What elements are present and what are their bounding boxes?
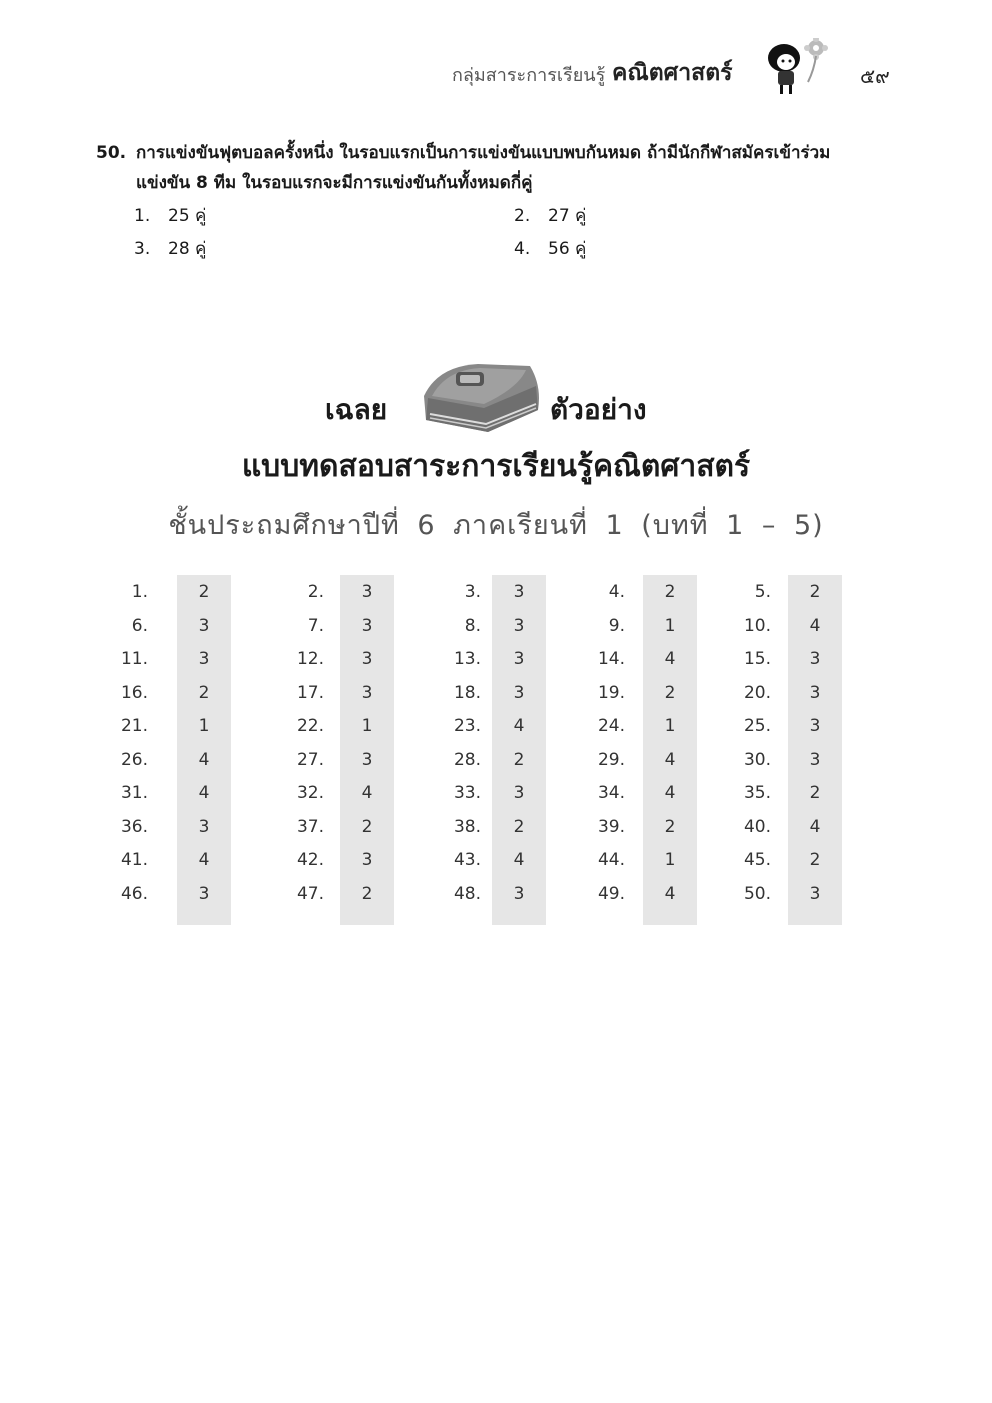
answer-number: 48. [453, 883, 481, 904]
answer-value: 2 [809, 582, 821, 602]
answer-value: 4 [664, 783, 676, 803]
answer-number: 36. [120, 816, 148, 837]
answer-number: 32. [296, 783, 324, 803]
answer-number: 13. [453, 649, 481, 669]
answer-value: 2 [809, 783, 821, 803]
answer-value: 3 [361, 615, 373, 636]
answer-value: 3 [513, 883, 525, 904]
answer-number: 9. [608, 615, 625, 636]
choice-2: 2. 27 คู่ [514, 206, 587, 226]
answer-number: 22. [296, 716, 324, 736]
answer-value: 1 [664, 615, 676, 636]
answer-key-title [0, 350, 992, 440]
answer-number: 23. [453, 716, 481, 736]
answer-value: 3 [361, 749, 373, 770]
page-header [0, 38, 992, 98]
answer-value: 1 [198, 716, 210, 736]
answer-value: 4 [513, 850, 525, 870]
answer-value: 4 [809, 615, 821, 636]
answer-number: 33. [453, 783, 481, 803]
question-text-line2: แข่งขัน 8 ทีม ในรอบแรกจะมีการแข่งขันกันทั้งหมดกี่คู่ [136, 173, 533, 193]
answer-number: 2. [307, 582, 324, 602]
answer-number: 3. [464, 582, 481, 602]
girl-with-flower-icon [760, 38, 830, 100]
answer-number: 7. [307, 615, 324, 636]
answer-number: 18. [453, 682, 481, 703]
answer-value: 3 [809, 649, 821, 669]
title-right: ตัวอย่าง [550, 393, 647, 426]
answer-number: 19. [597, 682, 625, 703]
subject-prefix: กลุ่มสาระการเรียนรู้ [452, 65, 606, 86]
answer-value: 2 [361, 816, 373, 837]
answer-number: 46. [120, 883, 148, 904]
answer-number: 12. [296, 649, 324, 669]
title-left: เฉลย [325, 393, 388, 426]
answer-number: 1. [131, 582, 148, 602]
answer-value: 3 [809, 883, 821, 904]
subject-name: คณิตศาสตร์ [612, 60, 733, 86]
answer-number: 11. [120, 649, 148, 669]
answer-value: 3 [198, 649, 210, 669]
answer-number: 15. [743, 649, 771, 669]
answer-number: 8. [464, 615, 481, 636]
answer-value: 3 [198, 816, 210, 837]
answer-value: 3 [513, 649, 525, 669]
answer-value: 1 [664, 716, 676, 736]
choice-4: 4. 56 คู่ [514, 239, 587, 259]
answer-number: 16. [120, 682, 148, 703]
answer-number: 20. [743, 682, 771, 703]
answer-value: 4 [198, 749, 210, 770]
answer-number: 44. [597, 850, 625, 870]
answer-value: 4 [513, 716, 525, 736]
answer-number: 43. [453, 850, 481, 870]
answer-value: 2 [809, 850, 821, 870]
answer-value: 2 [198, 682, 210, 703]
answer-value: 2 [513, 816, 525, 837]
answer-number: 30. [743, 749, 771, 770]
answer-number: 29. [597, 749, 625, 770]
answer-number: 21. [120, 716, 148, 736]
answer-number: 45. [743, 850, 771, 870]
answer-value: 3 [513, 582, 525, 602]
answer-number: 37. [296, 816, 324, 837]
answer-number: 31. [120, 783, 148, 803]
answer-number: 34. [597, 783, 625, 803]
answer-number: 17. [296, 682, 324, 703]
page-number: ๕๙ [860, 64, 890, 88]
answer-number: 25. [743, 716, 771, 736]
answer-value: 4 [664, 749, 676, 770]
choice-1: 1. 25 คู่ [134, 206, 207, 226]
answer-number: 39. [597, 816, 625, 837]
answer-value: 1 [361, 716, 373, 736]
answer-value: 4 [809, 816, 821, 837]
answer-value: 4 [198, 850, 210, 870]
answer-value: 1 [664, 850, 676, 870]
answer-value: 3 [361, 850, 373, 870]
answer-value: 3 [513, 682, 525, 703]
answer-number: 27. [296, 749, 324, 770]
choice-3: 3. 28 คู่ [134, 239, 207, 259]
answer-value: 3 [361, 649, 373, 669]
answer-value: 3 [361, 682, 373, 703]
answer-number: 35. [743, 783, 771, 803]
answer-number: 6. [131, 615, 148, 636]
answer-value: 3 [198, 615, 210, 636]
answer-number: 26. [120, 749, 148, 770]
answer-value: 3 [809, 749, 821, 770]
answer-number: 28. [453, 749, 481, 770]
answer-number: 49. [597, 883, 625, 904]
answer-number: 10. [743, 615, 771, 636]
answer-number: 4. [608, 582, 625, 602]
answer-number: 42. [296, 850, 324, 870]
answer-key-subtitle: แบบทดสอบสาระการเรียนรู้คณิตศาสตร์ [241, 449, 751, 484]
answer-value: 3 [198, 883, 210, 904]
answer-value: 2 [664, 682, 676, 703]
book-icon [418, 356, 546, 440]
answer-key-grid [0, 575, 992, 925]
question-number: 50. [96, 143, 127, 163]
answer-value: 3 [513, 615, 525, 636]
answer-number: 24. [597, 716, 625, 736]
answer-number: 50. [743, 883, 771, 904]
answer-number: 47. [296, 883, 324, 904]
question-50 [96, 138, 916, 198]
answer-value: 3 [513, 783, 525, 803]
answer-value: 3 [809, 716, 821, 736]
answer-value: 2 [198, 582, 210, 602]
answer-choices [134, 202, 734, 266]
answer-number: 41. [120, 850, 148, 870]
question-text-line1: การแข่งขันฟุตบอลครั้งหนึ่ง ในรอบแรกเป็นการแข่งขันแบบพบกันหมด ถ้ามีนักกีฬาสมัครเข้าร่วม [136, 143, 831, 163]
answer-number: 14. [597, 649, 625, 669]
answer-value: 2 [513, 749, 525, 770]
answer-number: 5. [754, 582, 771, 602]
answer-value: 2 [664, 582, 676, 602]
answer-number: 40. [743, 816, 771, 837]
answer-value: 3 [361, 582, 373, 602]
answer-value: 4 [361, 783, 373, 803]
grade-line: ชั้นประถมศึกษาปีที่ 6 ภาคเรียนที่ 1 (บทที่ 1 – 5) [168, 510, 824, 541]
answer-value: 4 [664, 883, 676, 904]
answer-value: 3 [809, 682, 821, 703]
answer-value: 4 [664, 649, 676, 669]
answer-value: 2 [361, 883, 373, 904]
answer-value: 4 [198, 783, 210, 803]
answer-number: 38. [453, 816, 481, 837]
answer-value: 2 [664, 816, 676, 837]
